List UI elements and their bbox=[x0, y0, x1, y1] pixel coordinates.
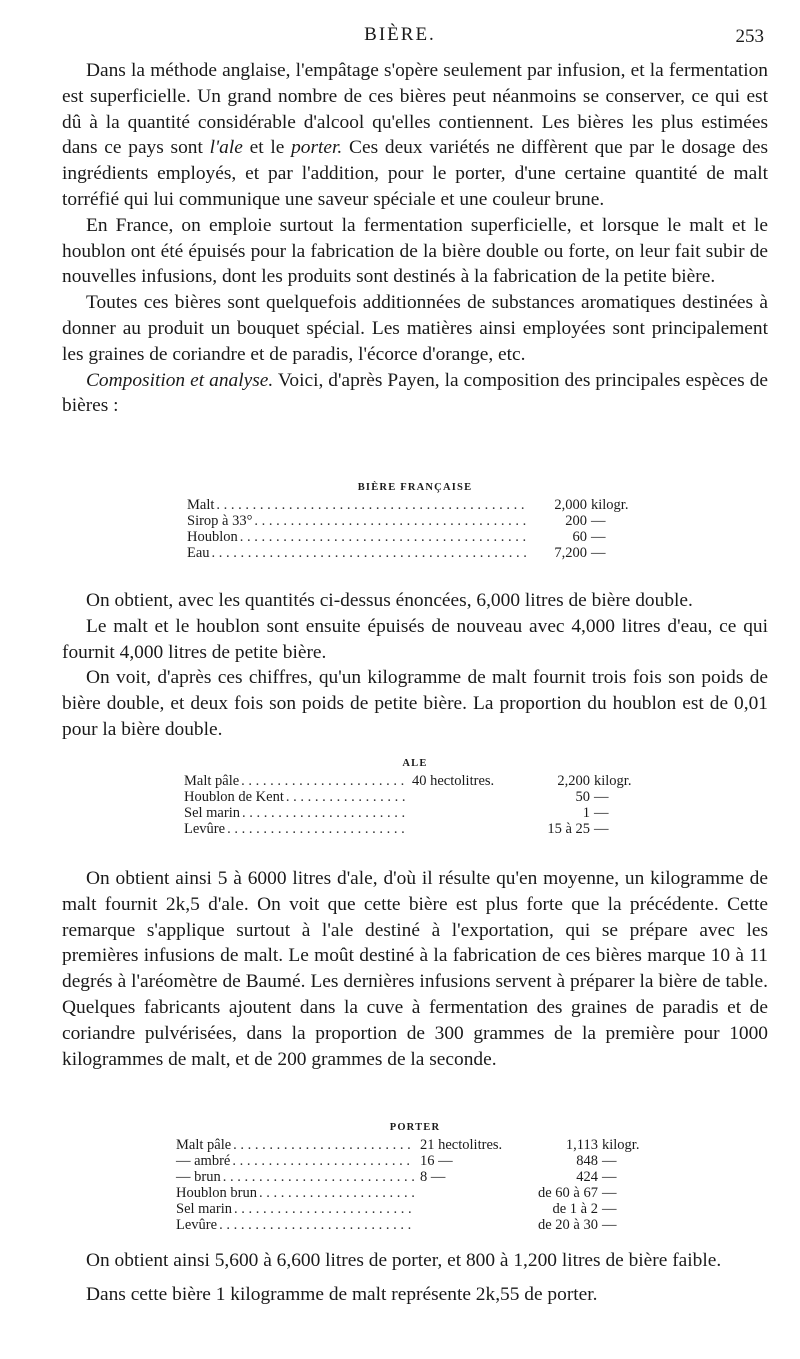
ingredient-unit: — bbox=[591, 513, 606, 529]
term-ale: l'ale bbox=[209, 137, 243, 159]
page-header bbox=[0, 24, 800, 54]
paragraph: On obtient, avec les quantités ci-dessus énoncées, 6,000 litres de bière double. bbox=[86, 590, 693, 611]
ingredient-label: Houblon brun bbox=[176, 1185, 257, 1201]
recipe-title: BIÈRE FRANÇAISE bbox=[357, 482, 473, 493]
section-heading: Composition et analyse. bbox=[86, 369, 274, 391]
ingredient-quantity: 50 bbox=[575, 789, 590, 805]
leader-dots bbox=[233, 1137, 414, 1153]
recipe-porter bbox=[62, 1122, 768, 1233]
ingredient-unit: kilogr. bbox=[602, 1137, 640, 1153]
ingredient-unit: — bbox=[602, 1217, 617, 1233]
recipe-row bbox=[176, 1185, 654, 1201]
recipe-title: PORTER bbox=[389, 1122, 441, 1133]
ingredient-unit: — bbox=[602, 1185, 617, 1201]
paragraph: En France, on emploie surtout la fermentation superficielle, et lorsque le malt et le houblon ont été épuisés pour la fabrication de la bière double ou forte, on leur fait subir de nouvelles infusions, dont les produits sont destinés à la fabrication de la petite bière. bbox=[62, 214, 768, 288]
term-porter: porter. bbox=[291, 137, 343, 159]
recipe-biere-francaise bbox=[62, 482, 768, 561]
ingredient-quantity: 2,000 bbox=[554, 497, 587, 513]
ingredient-unit: — bbox=[602, 1201, 617, 1217]
leader-dots bbox=[242, 805, 406, 821]
paragraph-text: Ces deux variétés ne diffèrent que par le dosage des ingrédients employés, et par l'addition, pour le porter, d'une certaine quantité de malt torréfié qui lui communique une saveur spéciale et une couleur brune. bbox=[62, 137, 769, 210]
ingredient-quantity: de 20 à 30 bbox=[538, 1217, 598, 1233]
ingredient-quantity: 424 bbox=[576, 1169, 598, 1185]
ingredient-unit: — bbox=[591, 529, 606, 545]
ingredient-unit: — bbox=[594, 789, 609, 805]
ingredient-unit: — bbox=[591, 545, 606, 561]
leader-dots bbox=[286, 789, 406, 805]
text-block-ale bbox=[62, 866, 768, 1072]
leader-dots bbox=[241, 773, 406, 789]
recipe-row bbox=[184, 805, 646, 821]
leader-dots bbox=[234, 1201, 414, 1217]
paragraph: On voit, d'après ces chiffres, qu'un kilogramme de malt fournit trois fois son poids de bière double, et deux fois son poids de petite bière. La proportion du houblon est de 0,01 pour la bière double. bbox=[62, 667, 768, 740]
ingredient-quantity: 2,200 bbox=[557, 773, 590, 789]
leader-dots bbox=[240, 529, 527, 545]
leader-dots bbox=[216, 497, 527, 513]
paragraph-text: Voici, d'après Payen, la composition des principales espèces de bières : bbox=[62, 369, 769, 417]
ingredient-quantity: 1 bbox=[582, 805, 590, 821]
ingredient-volume: 8 — bbox=[420, 1169, 446, 1185]
recipe-row bbox=[184, 821, 646, 837]
recipe-row bbox=[176, 1217, 654, 1233]
paragraph: Le malt et le houblon sont ensuite épuisés de nouveau avec 4,000 litres d'eau, ce qui fournit 4,000 litres de petite bière. bbox=[62, 615, 768, 663]
leader-dots bbox=[259, 1185, 414, 1201]
ingredient-quantity: 1,113 bbox=[565, 1137, 598, 1153]
ingredient-label: Sirop à 33° bbox=[187, 513, 253, 529]
text-block-bottom bbox=[62, 1248, 768, 1308]
ingredient-unit: — bbox=[602, 1153, 617, 1169]
ingredient-quantity: 7,200 bbox=[554, 545, 587, 561]
ingredient-unit: kilogr. bbox=[594, 773, 632, 789]
ingredient-quantity: 60 bbox=[572, 529, 587, 545]
ingredient-label: Houblon bbox=[187, 529, 238, 545]
recipe-row bbox=[176, 1169, 654, 1185]
ingredient-label: Malt pâle bbox=[184, 773, 240, 789]
ingredient-label: Malt pâle bbox=[176, 1137, 232, 1153]
recipe-row bbox=[176, 1153, 654, 1169]
ingredient-volume: 16 — bbox=[420, 1153, 453, 1169]
recipe-row bbox=[187, 513, 643, 529]
leader-dots bbox=[227, 821, 406, 837]
ingredient-quantity: 848 bbox=[576, 1153, 598, 1169]
ingredient-volume: 21 hectolitres. bbox=[420, 1137, 503, 1153]
ingredient-quantity: de 60 à 67 bbox=[538, 1185, 598, 1201]
ingredient-unit: — bbox=[602, 1169, 617, 1185]
text-block-middle bbox=[62, 588, 768, 743]
ingredient-unit: — bbox=[594, 805, 609, 821]
leader-dots bbox=[219, 1217, 414, 1233]
ingredient-label: Sel marin bbox=[176, 1201, 232, 1217]
ingredient-label: — brun bbox=[176, 1169, 221, 1185]
paragraph-text: Dans la méthode anglaise, l'empâtage s'opère seulement par infusion, et la fermentation est superficielle. Un grand nombre de ces bières peut néanmoins se conserver, ce qui est dû à la quantité considérable d'alcool qu'elles contiennent. Les bières les plus estimées dans ce pays sont bbox=[62, 60, 768, 159]
recipe-row bbox=[184, 789, 646, 805]
recipe-row bbox=[184, 773, 646, 789]
ingredient-label: Houblon de Kent bbox=[184, 789, 284, 805]
ingredient-unit: — bbox=[594, 821, 609, 837]
running-title: BIÈRE. bbox=[364, 24, 436, 45]
recipe-row bbox=[187, 545, 643, 561]
recipe-ale bbox=[62, 758, 768, 837]
leader-dots bbox=[223, 1169, 414, 1185]
ingredient-quantity: 15 à 25 bbox=[547, 821, 590, 837]
page-number: 253 bbox=[735, 26, 764, 47]
paragraph: On obtient ainsi 5 à 6000 litres d'ale, d'où il résulte qu'en moyenne, un kilogramme de malt fournit 2k,5 d'ale. On voit que cette bière est plus forte que la précédente. Cette remarque s'applique surtout à l'ale destiné à l'exportation, qui se prépare avec les premières infusions de malt. Le moût destiné à la fabrication de ces bières marque 10 à 11 degrés à l'aréomètre de Baumé. Les dernières infusions servent à préparer la bière de table. Quelques fabricants ajoutent dans la cuve à fermentation des graines de paradis et de coriandre pulvérisées, dans la proportion de 300 grammes de la première pour 1000 kilogrammes de malt, et de 200 grammes de la seconde. bbox=[62, 868, 768, 1070]
ingredient-label: — ambré bbox=[176, 1153, 231, 1169]
recipe-row bbox=[176, 1137, 654, 1153]
recipe-row bbox=[187, 497, 643, 513]
ingredient-unit: kilogr. bbox=[591, 497, 629, 513]
recipe-title: ALE bbox=[402, 758, 428, 769]
paragraph: On obtient ainsi 5,600 à 6,600 litres de porter, et 800 à 1,200 litres de bière faible. bbox=[86, 1250, 722, 1271]
ingredient-label: Sel marin bbox=[184, 805, 240, 821]
ingredient-quantity: 200 bbox=[565, 513, 587, 529]
paragraph: Toutes ces bières sont quelquefois additionnées de substances aromatiques destinées à donner au produit un bouquet spécial. Les matières ainsi employées sont principalement les graines de coriandre et de paradis, l'écorce d'orange, etc. bbox=[62, 292, 768, 365]
ingredient-label: Eau bbox=[187, 545, 210, 561]
paragraph bbox=[62, 368, 768, 420]
ingredient-label: Malt bbox=[187, 497, 215, 513]
ingredient-label: Levûre bbox=[176, 1217, 218, 1233]
ingredient-volume: 40 hectolitres. bbox=[412, 773, 495, 789]
paragraph bbox=[62, 58, 768, 213]
leader-dots bbox=[232, 1153, 414, 1169]
ingredient-quantity: de 1 à 2 bbox=[552, 1201, 598, 1217]
leader-dots bbox=[212, 545, 527, 561]
recipe-row bbox=[176, 1201, 654, 1217]
text-block-top bbox=[62, 58, 768, 419]
paragraph: Dans cette bière 1 kilogramme de malt représente 2k,55 de porter. bbox=[86, 1283, 598, 1305]
recipe-row bbox=[187, 529, 643, 545]
paragraph-text: et le bbox=[242, 137, 292, 159]
leader-dots bbox=[254, 513, 527, 529]
ingredient-label: Levûre bbox=[184, 821, 226, 837]
